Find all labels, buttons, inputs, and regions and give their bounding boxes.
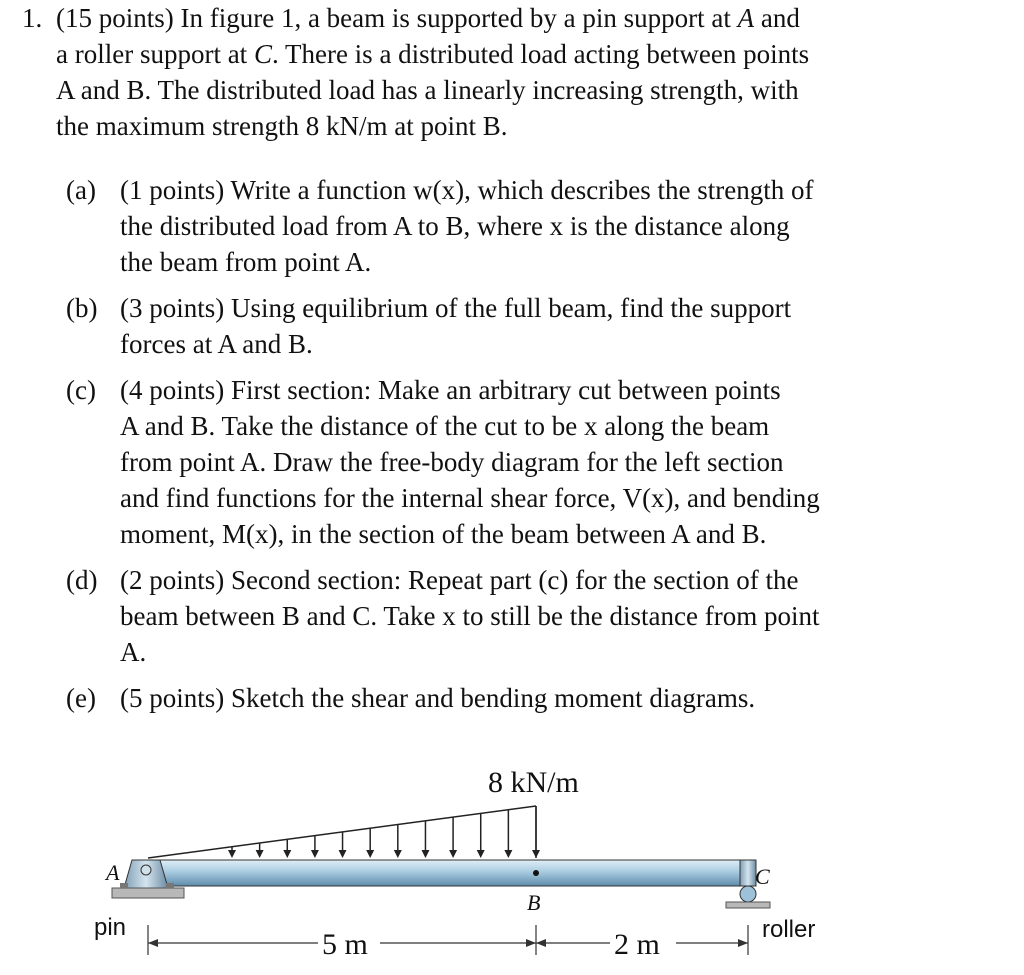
load-arrow-head xyxy=(477,850,485,858)
roller-label: roller xyxy=(762,916,816,943)
statement-line-3: A and B. The distributed load has a linearly increasing strength, with xyxy=(56,75,799,105)
load-arrow-head xyxy=(366,850,374,858)
statement-line-2: a roller support at C. There is a distributed load acting between points xyxy=(56,39,810,69)
sub-parts xyxy=(22,172,942,716)
dim-arrowhead xyxy=(148,939,158,947)
load-arrows xyxy=(228,806,540,858)
part-label: (a) xyxy=(66,175,96,205)
load-label: 8 kN/m xyxy=(488,766,579,799)
part-label: (d) xyxy=(66,565,98,595)
load-arrow-head xyxy=(504,850,512,858)
load-arrow-head xyxy=(256,850,264,858)
load-arrow-head xyxy=(449,850,457,858)
dim-BC-label: 2 m xyxy=(614,928,660,961)
pin-label: pin xyxy=(94,914,127,941)
beam-figure xyxy=(0,760,1024,975)
dim-AB-label: 5 m xyxy=(322,928,368,961)
problem-number: 1. xyxy=(22,3,43,33)
load-arrow-head xyxy=(421,850,429,858)
part-label: (c) xyxy=(66,375,96,405)
point-B-label: B xyxy=(527,890,541,915)
load-arrow-head xyxy=(339,850,347,858)
load-arrow-head xyxy=(311,850,319,858)
load-arrow-head xyxy=(283,850,291,858)
load-arrow-head xyxy=(394,850,402,858)
part-d: (d) (2 points) Second section: Repeat part (c) for the section of the beam between B and C. Take x to still be the distance from point A. xyxy=(22,562,942,670)
part-c: (c) (4 points) First section: Make an arbitrary cut between points A and B. Take the distance of the cut to be x along the beam from point A. Draw the free-body diagram for the left section and find functions for the internal shear force, V(x), and bending moment, M(x), in the section of the beam between A and B. xyxy=(22,372,942,552)
part-label: (e) xyxy=(66,683,96,713)
point-A-label: A xyxy=(106,860,120,885)
point-C-label: C xyxy=(755,864,770,889)
part-b: (b) (3 points) Using equilibrium of the full beam, find the support forces at A and B. xyxy=(22,290,942,362)
load-arrow-head xyxy=(228,850,236,858)
statement-line-1: (15 points) In figure 1, a beam is supported by a pin support at A and xyxy=(56,3,800,33)
point-B-marker xyxy=(533,870,539,876)
load-arrow-head xyxy=(532,850,540,858)
part-e: (e) (5 points) Sketch the shear and bending moment diagrams. xyxy=(22,680,942,716)
part-label: (b) xyxy=(66,293,98,323)
problem-statement xyxy=(56,0,942,144)
statement-line-4: the maximum strength 8 kN/m at point B. xyxy=(56,111,508,141)
dim-arrowhead xyxy=(536,939,546,947)
problem-1 xyxy=(22,0,942,726)
dim-arrowhead xyxy=(526,939,536,947)
part-a: (a) (1 points) Write a function w(x), which describes the strength of the distributed load from A to B, where x is the distance along the beam from point A. xyxy=(22,172,942,280)
dim-arrowhead xyxy=(738,939,748,947)
beam xyxy=(140,860,748,886)
